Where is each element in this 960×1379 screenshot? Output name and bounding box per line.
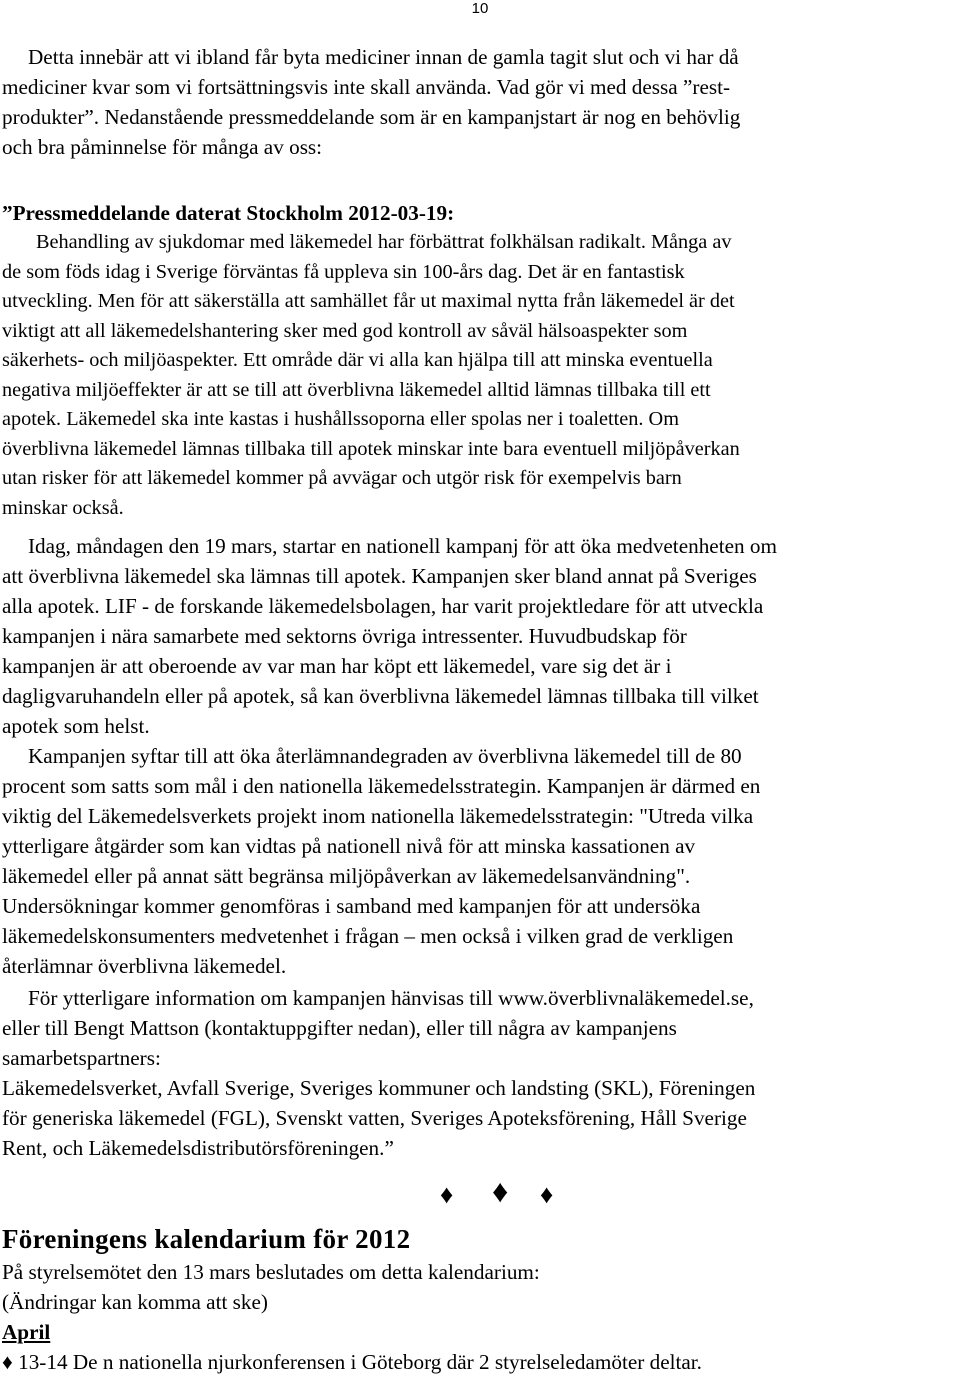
paragraph-line: kampanjen i nära samarbete med sektorns övriga intressenter. Huvudbudskap för xyxy=(2,624,687,648)
intro-paragraph xyxy=(2,42,957,162)
paragraph-line: att överblivna läkemedel ska lämnas till apotek. Kampanjen sker bland annat på Sveriges xyxy=(2,564,757,588)
kalendarium-note: (Ändringar kan komma att ske) xyxy=(2,1290,268,1314)
press-line: minskar också. xyxy=(2,496,124,519)
intro-line: Detta innebär att vi ibland får byta mediciner innan de gamla tagit slut och vi har då xyxy=(28,45,739,69)
press-line: säkerhets- och miljöaspekter. Ett område där vi alla kan hjälpa till att minska eventuella xyxy=(2,349,713,371)
diamond-icon: ♦ xyxy=(492,1173,509,1209)
press-release xyxy=(2,198,957,523)
kalendarium-title: Föreningens kalendarium för 2012 xyxy=(2,1224,411,1254)
calendar-event-text: 13-14 De n nationella njurkonferensen i Göteborg där 2 styrelseledamöter deltar. xyxy=(12,1350,702,1374)
diamond-icon: ♦ xyxy=(540,1180,554,1209)
month-heading: April xyxy=(2,1320,51,1344)
paragraph-line: ytterligare åtgärder som kan vidtas på nationell nivå för att minska kassationen av xyxy=(2,834,696,858)
press-line: negativa miljöeffekter är att se till att överblivna läkemedel alltid lämnas tillbaka till ett xyxy=(2,378,711,401)
press-line: de som föds idag i Sverige förväntas få uppleva sin 100-års dag. Det är en fantastisk xyxy=(2,260,685,283)
paragraph-line: apotek som helst. xyxy=(2,714,150,738)
paragraph-line: Undersökningar kommer genomföras i samband med kampanjen för att undersöka xyxy=(2,894,701,918)
press-heading: ”Pressmeddelande daterat Stockholm 2012-03-19: xyxy=(2,201,455,225)
paragraph-line: läkemedel eller på annat sätt begränsa miljöpåverkan av läkemedelsanvändning". xyxy=(2,864,691,888)
press-line: apotek. Läkemedel ska inte kastas i hushållssoporna eller spolas ner i toaletten. Om xyxy=(2,408,679,430)
press-line: viktigt att all läkemedelshantering sker med god kontroll av såväl hälsoaspekter som xyxy=(2,319,688,342)
paragraph-line: samarbetspartners: xyxy=(2,1046,161,1070)
intro-line: produkter”. Nedanstående pressmeddelande som är en kampanjstart är nog en behövlig xyxy=(2,105,741,129)
press-line: utveckling. Men för att säkerställa att samhället får ut maximal nytta från läkemedel är det xyxy=(2,290,735,312)
paragraph-line: för generiska läkemedel (FGL), Svenskt vatten, Sveriges Apoteksförening, Håll Sverige xyxy=(2,1106,747,1130)
bullet-diamond-icon: ♦ xyxy=(2,1350,13,1374)
kalendarium-intro: På styrelsemötet den 13 mars beslutades om detta kalendarium: xyxy=(2,1260,540,1284)
paragraph-line: Läkemedelsverket, Avfall Sverige, Sveriges kommuner och landsting (SKL), Föreningen xyxy=(2,1076,756,1100)
diamond-icon: ♦ xyxy=(440,1180,454,1209)
paragraph-line: procent som satts som mål i den nationella läkemedelsstrategin. Kampanjen är därmed en xyxy=(2,774,761,798)
section-separator xyxy=(440,1173,570,1210)
paragraph-line: För ytterligare information om kampanjen hänvisas till www.överblivnaläkemedel.se, xyxy=(28,986,754,1010)
campaign-goal-paragraph xyxy=(2,741,957,981)
paragraph-line: Rent, och Läkemedelsdistributörsföreningen.” xyxy=(2,1136,394,1160)
paragraph-line: alla apotek. LIF - de forskande läkemedelsbolagen, har varit projektledare för att utveckla xyxy=(2,594,764,618)
paragraph-line: återlämnar överblivna läkemedel. xyxy=(2,954,287,978)
campaign-paragraph xyxy=(2,531,957,741)
paragraph-line: viktig del Läkemedelsverkets projekt inom nationella läkemedelsstrategin: "Utreda vilka xyxy=(2,804,754,828)
paragraph-line: Idag, måndagen den 19 mars, startar en nationell kampanj för att öka medvetenheten om xyxy=(28,534,777,558)
kalendarium-section xyxy=(2,1257,957,1377)
intro-line: och bra påminnelse för många av oss: xyxy=(2,135,323,159)
intro-line: mediciner kvar som vi fortsättningsvis inte skall använda. Vad gör vi med dessa ”rest- xyxy=(2,75,731,99)
paragraph-line: Kampanjen syftar till att öka återlämnandegraden av överblivna läkemedel till de 80 xyxy=(28,744,742,768)
paragraph-line: läkemedelskonsumenters medvetenhet i frågan – men också i vilken grad de verkligen xyxy=(2,924,734,948)
more-info-paragraph xyxy=(2,983,957,1163)
paragraph-line: eller till Bengt Mattson (kontaktuppgifter nedan), eller till några av kampanjens xyxy=(2,1016,677,1040)
press-line: Behandling av sjukdomar med läkemedel har förbättrat folkhälsan radikalt. Många av xyxy=(36,231,732,253)
page-number: 10 xyxy=(471,0,489,17)
press-line: utan risker för att läkemedel kommer på avvägar och utgör risk för exempelvis barn xyxy=(2,467,682,489)
calendar-event xyxy=(2,1347,957,1377)
press-line: överblivna läkemedel lämnas tillbaka till apotek minskar inte bara eventuell miljöpåverkan xyxy=(2,437,740,460)
paragraph-line: dagligvaruhandeln eller på apotek, så kan överblivna läkemedel lämnas tillbaka till vilket xyxy=(2,684,759,708)
paragraph-line: kampanjen är att oberoende av var man har köpt ett läkemedel, vare sig det är i xyxy=(2,654,672,678)
